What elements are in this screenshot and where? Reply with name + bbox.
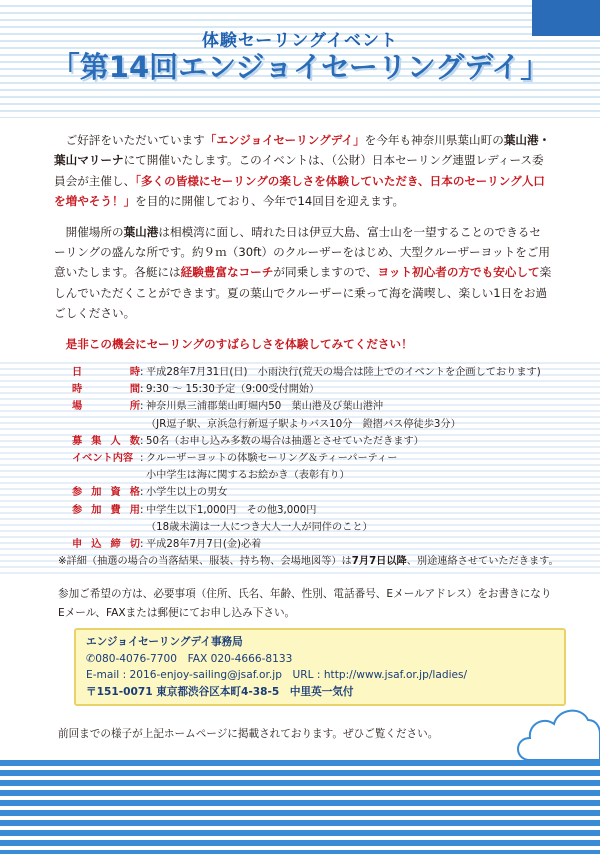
closing-message: 是非この機会にセーリングのすばらしさを体験してみてください！ <box>65 336 413 351</box>
intro-text-segment: 開催場所の <box>65 224 124 239</box>
detail-value: （18歳未満は一人につき大人一人が同伴のこと） <box>146 521 373 533</box>
intro-text-segment: ご好評をいただいています <box>65 133 205 147</box>
event-title: 「第14回エンジョイセーリングデイ」 <box>50 50 550 84</box>
detail-row-fee: 参 加 費 用 : 中学生以下1,000円 その他3,000円 <box>72 502 562 519</box>
detail-value: 50名（お申し込み多数の場合は抽選とさせていただきます） <box>146 435 424 447</box>
port-highlight: 葉山港 <box>123 224 159 239</box>
detail-label: 申 込 締 切 <box>72 539 140 551</box>
intro-text-segment: が同乗しますので、 <box>273 265 378 280</box>
contact-box <box>74 628 566 706</box>
detail-label: 参 加 資 格 <box>72 487 140 499</box>
detail-row-place-access <box>72 416 562 433</box>
detail-row-place: 場 所 : 神奈川県三浦郡葉山町堀内50 葉山港及び葉山港沖 <box>72 398 562 415</box>
detail-value: 小学生以上の男女 <box>146 487 228 499</box>
detail-value: 中学生以下1,000円 その他3,000円 <box>146 504 317 516</box>
phone-icon: ✆ <box>86 651 96 665</box>
detail-value: 平成28年7月31日(日) 小雨決行(荒天の場合は陸上でのイベントを企画しております) <box>146 367 541 378</box>
detail-row-time: 時 間 : 9:30 ～ 15:30予定（9:00受付開始） <box>72 381 562 398</box>
detail-row-content: イベント内容 : クルーザーヨットの体験セーリング＆ティーパーティー <box>72 450 562 467</box>
intro-text-segment: にて開催いたします。このイベントは、（公財）日本セーリング連盟レディース委員会が主催し、 <box>54 153 544 188</box>
beginner-highlight: ヨット初心者の方でも安心して <box>377 265 540 280</box>
goal-highlight: 「多くの皆様にセーリングの楽しさを体験していただき、日本のセーリング人口を増やそう！」 <box>54 173 545 209</box>
contact-organization: エンジョイセーリングデイ事務局 <box>86 636 243 648</box>
detail-value: 平成28年7月7日(金)必着 <box>146 539 262 551</box>
detail-label: 募 集 人 数 <box>72 435 140 447</box>
detail-row-date: 日 時 : 平成28年7月31日(日) 小雨決行(荒天の場合は陸上でのイベントを企画しております) <box>72 364 562 381</box>
event-subtitle: 体験セーリングイベント <box>201 31 399 51</box>
intro-text-segment: 楽しんでいただくことができます。夏の葉山でクルーザーに乗って海を満喫し、楽しい1日をお過ごしください。 <box>54 265 552 321</box>
intro-paragraph-2 <box>54 222 552 324</box>
detail-label: 参 加 費 用 <box>72 504 140 516</box>
contact-address: 〒151-0071 東京都渋谷区本町4-38-5 中里英一気付 <box>86 685 354 698</box>
detail-label: 時 間 <box>72 384 140 396</box>
detail-label: 場 所 <box>72 401 140 413</box>
details-note: ※詳細（抽選の場合の当落結果、服装、持ち物、会場地図等）は7月7日以降、別途連絡させていただきます。 <box>58 556 559 568</box>
footer-note: 前回までの様子が上記ホームページに掲載されております。ぜひご覧ください。 <box>58 728 439 740</box>
venue-highlight: 葉山港・葉山マリーナ <box>54 133 551 168</box>
detail-value: クルーザーヨットの体験セーリング＆ティーパーティー <box>146 453 398 465</box>
detail-row-fee-note <box>72 519 562 536</box>
event-details <box>58 364 562 570</box>
intro-text-segment: は相模湾に面し、晴れた日は伊豆大島、富士山を一望することのできるセーリングの盛んな所です。約９ｍ（30ft）のクルーザーをはじめ、大型クルーザーヨットをご用意いたします。各艇には <box>54 224 550 280</box>
intro-paragraph-1 <box>54 130 552 212</box>
detail-row-content-extra <box>72 467 562 484</box>
application-instructions: 参加ご希望の方は、必要事項（住所、氏名、年齢、性別、電話番号、Eメールアドレス）をお書きになりEメール、FAXまたは郵便にてお申し込み下さい。 <box>58 588 552 619</box>
bottom-stripes <box>0 760 600 854</box>
detail-value: 小中学生は海に関するお絵かき（表彰有り） <box>146 470 350 482</box>
detail-label: 日 時 <box>72 367 140 378</box>
detail-value: 神奈川県三浦郡葉山町堀内50 葉山港及び葉山港沖 <box>146 401 384 413</box>
intro-text <box>54 130 552 354</box>
detail-label: イベント内容 <box>72 453 134 465</box>
detail-value: （JR逗子駅、京浜急行新逗子駅よりバス10分 鐙摺バス停徒歩3分） <box>146 418 461 430</box>
detail-row-capacity: 募 集 人 数 : 50名（お申し込み多数の場合は抽選とさせていただきます） <box>72 433 562 450</box>
detail-value: 9:30 ～ 15:30予定（9:00受付開始） <box>146 384 320 396</box>
cloud-icon <box>510 690 600 770</box>
detail-row-qualification: 参 加 資 格 : 小学生以上の男女 <box>72 484 562 501</box>
event-name-highlight: 「エンジョイセーリングデイ」 <box>204 133 365 147</box>
coach-highlight: 経験豊富なコーチ <box>180 265 274 280</box>
intro-text-segment: を今年も神奈川県葉山町の <box>364 133 504 147</box>
intro-text-segment: を目的に開催しており、今年で14回目を迎えます。 <box>135 194 405 209</box>
contact-phone: ✆080-4076-7700 FAX 020-4666-8133 <box>86 651 293 665</box>
detail-row-deadline: 申 込 締 切 : 平成28年7月7日(金)必着 <box>72 536 562 553</box>
contact-email[interactable]: E-mail : 2016-enjoy-sailing@jsaf.or.jp URL : http://www.jsaf.or.jp/ladies/ <box>86 669 468 681</box>
